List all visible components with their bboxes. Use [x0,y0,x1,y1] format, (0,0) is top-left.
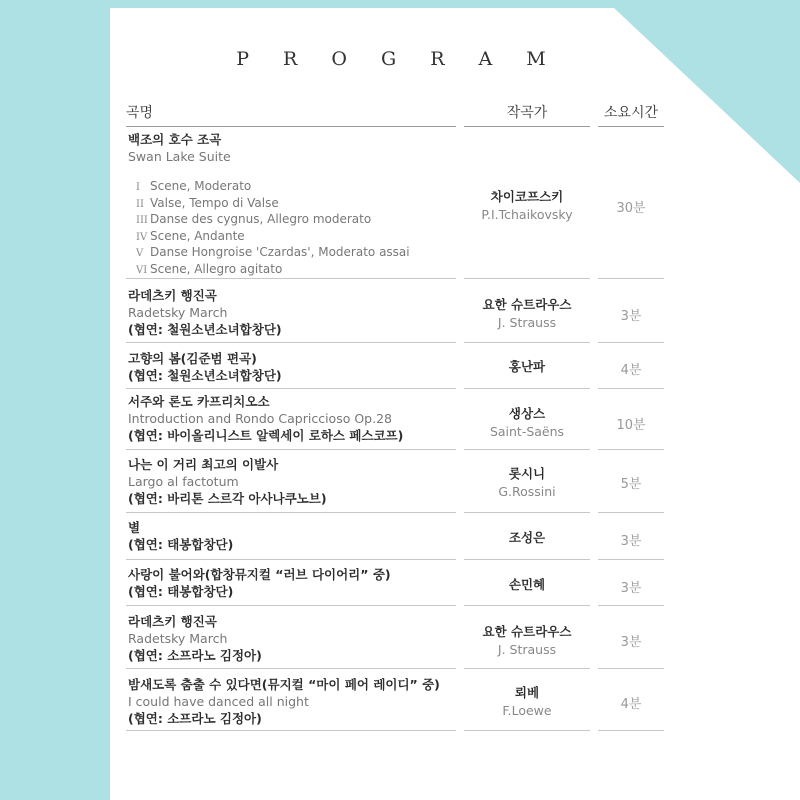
program-row: 나는 이 거리 최고의 이발사 Largo al factotum (협연: 바리톤 스르각 아사나쿠노브) [128,457,327,506]
piece-title-ko: 백조의 호수 조곡 [128,132,222,147]
composer: 롯시니 G.Rossini [498,466,556,499]
program-row: 고향의 봄(김준범 편곡) (협연: 철원소년소녀합창단) [128,351,282,383]
piece-title-en: Swan Lake Suite [128,149,231,164]
duration: 5분 [620,477,642,492]
composer: 차이코프스키 P.I.Tchaikovsky [481,189,573,222]
duration: 30분 [616,201,646,216]
duration: 4분 [620,363,642,378]
movement: III Danse des cygnus, Allegro moderato [136,212,372,226]
page-title: P R O G R A M [236,48,560,70]
duration: 4분 [620,697,642,712]
duration: 3분 [620,581,642,596]
header-composer: 작곡가 [464,98,590,127]
composer: 요한 슈트라우스 J. Strauss [482,297,572,330]
composer: 뢰베 F.Loewe [502,685,552,718]
program-row: 사랑이 불어와(합창뮤지컬 “러브 다이어리” 중) (협연: 태봉합창단) [128,567,391,599]
program-row: 라데츠키 행진곡 Radetsky March (협연: 소프라노 김정아) [128,614,262,663]
duration: 3분 [620,635,642,650]
duration: 3분 [620,534,642,549]
program-row: 라데츠키 행진곡 Radetsky March (협연: 철원소년소녀합창단) [128,288,282,337]
composer: 요한 슈트라우스 J. Strauss [482,624,572,657]
program-row: 서주와 론도 카프리치오소 Introduction and Rondo Capriccioso Op.28 (협연: 바이올리니스트 알렉세이 로하스 페스코프) [128,394,404,443]
program-row: 별 (협연: 태봉합창단) [128,520,234,552]
duration: 10분 [616,418,646,433]
composer: 조성은 [508,530,546,545]
composer: 홍난파 [508,359,546,374]
composer: 손민혜 [508,577,546,592]
program-row-swan-lake [128,131,458,278]
program-row: 밤새도록 춤출 수 있다면(뮤지컬 “마이 페어 레이디” 중) I could have danced all night (협연: 소프라노 김정아) [128,677,440,726]
header-duration: 소요시간 [598,98,664,127]
movement: I Scene, Moderato [136,179,252,193]
movement: IV Scene, Andante [136,228,245,243]
header-piece: 곡명 [126,98,456,127]
composer: 생상스 Saint-Saëns [489,406,565,439]
duration: 3분 [620,309,642,324]
movement: V Danse Hongroise 'Czardas', Moderato assai [136,245,410,259]
movement: II Valse, Tempo di Valse [136,195,279,210]
movement: VI Scene, Allegro agitato [136,261,283,276]
